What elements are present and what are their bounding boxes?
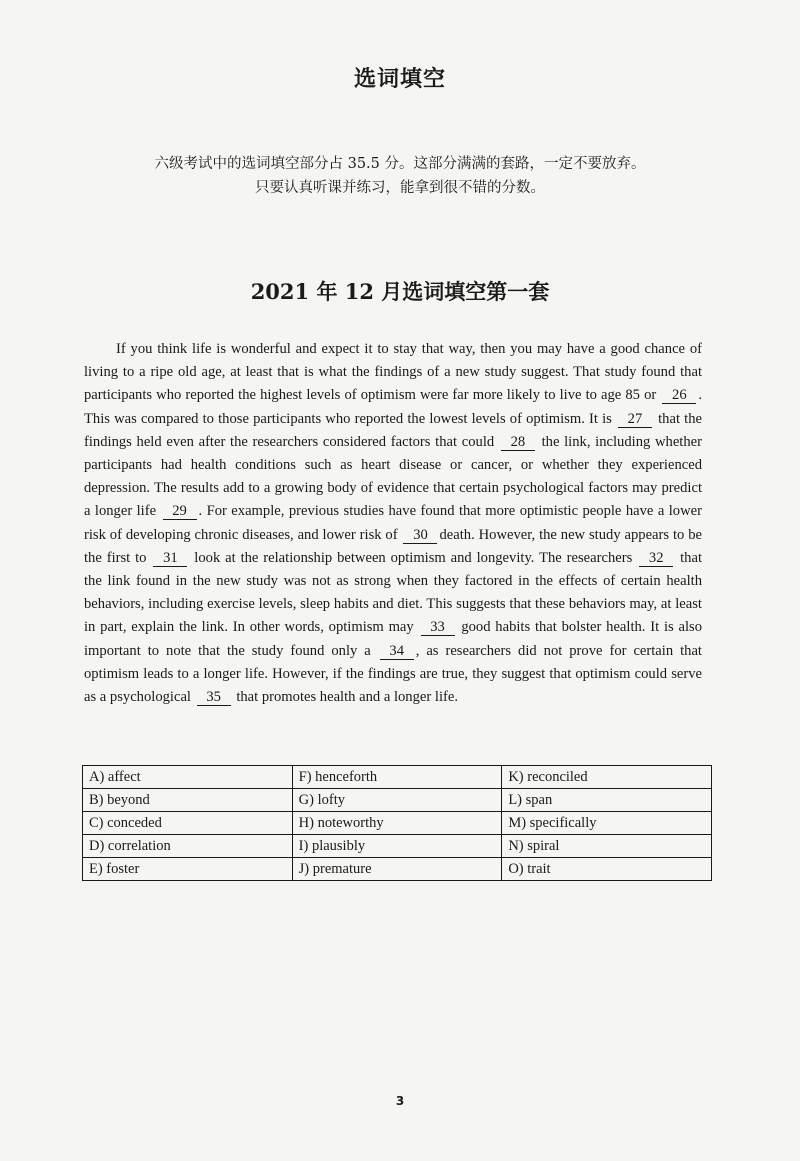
reading-passage — [84, 338, 702, 709]
blank-27: 27 — [618, 411, 652, 428]
blank-26: 26 — [662, 387, 696, 404]
option-cell: O) trait — [502, 858, 712, 881]
table-row — [83, 766, 712, 789]
passage-text: , as researchers did not prove for certain that optimism leads to a longer life. However, if the findings are true, they suggest that optimism could serve as a psychological — [84, 642, 702, 706]
page-number: 3 — [395, 1094, 405, 1108]
table-row — [83, 812, 712, 835]
blank-34: 34 — [380, 643, 414, 660]
option-cell: N) spiral — [502, 835, 712, 858]
option-cell: J) premature — [292, 858, 502, 881]
table-row — [83, 835, 712, 858]
section-title: 2021 年 12 月选词填空第一套 — [250, 279, 550, 304]
blank-30: 30 — [403, 527, 437, 544]
intro-text — [80, 152, 720, 200]
option-cell: A) affect — [83, 766, 293, 789]
blank-29: 29 — [163, 503, 197, 520]
passage-text: If you think life is wonderful and expect it to stay that way, then you may have a good chance of living to a ripe old age, at least that is what the findings of a new study suggest. That study found that participants who reported the highest levels of optimism were far more likely to live to age 85 or — [84, 341, 702, 404]
word-bank-table — [82, 765, 712, 881]
intro-line-2: 只要认真听课并练习，能拿到很不错的分数。 — [255, 180, 545, 196]
passage-text: . For example, previous studies have found that more optimistic people have a lower risk of developing chronic diseases, and lower risk of — [84, 503, 702, 543]
option-cell: F) henceforth — [292, 766, 502, 789]
passage-text: death. However, the new study appears to be the first to — [84, 526, 702, 566]
blank-31: 31 — [153, 550, 187, 567]
option-cell: L) span — [502, 789, 712, 812]
option-cell: D) correlation — [83, 835, 293, 858]
blank-33: 33 — [421, 619, 455, 636]
intro-line-1: 六级考试中的选词填空部分占 35.5 分。这部分满满的套路，一定不要放弃。 — [154, 156, 646, 172]
passage-text: that the link found in the new study was not as strong when they factored in the effects of certain health behaviors, including exercise levels, sleep habits and diet. This suggests that these behaviors may, at least in part, explain the link. In other words, optimism may — [84, 549, 702, 636]
passage-text: . This was compared to those participants who reported the lowest levels of optimism. It is — [84, 387, 702, 427]
blank-35: 35 — [197, 689, 231, 706]
option-cell: E) foster — [83, 858, 293, 881]
page-title: 选词填空 — [353, 67, 446, 92]
option-cell: I) plausibly — [292, 835, 502, 858]
blank-32: 32 — [639, 550, 673, 567]
table-row — [83, 858, 712, 881]
option-cell: K) reconciled — [502, 766, 712, 789]
passage-text: the link, including whether participants had health conditions such as heart disease or cancer, or whether they experienced depression. The results add to a growing body of evidence that certain psychological factors may predict a longer life — [84, 433, 702, 520]
passage-text: that promotes health and a longer life. — [236, 689, 458, 706]
passage-text: that the findings held even after the researchers considered factors that could — [84, 410, 702, 450]
option-cell: H) noteworthy — [292, 812, 502, 835]
option-cell: M) specifically — [502, 812, 712, 835]
option-cell: B) beyond — [83, 789, 293, 812]
passage-text: look at the relationship between optimism and longevity. The researchers — [194, 549, 633, 566]
option-cell: G) lofty — [292, 789, 502, 812]
option-cell: C) conceded — [83, 812, 293, 835]
passage-text: good habits that bolster health. It is also important to note that the study found only a — [84, 619, 702, 659]
blank-28: 28 — [501, 434, 535, 451]
table-row — [83, 789, 712, 812]
